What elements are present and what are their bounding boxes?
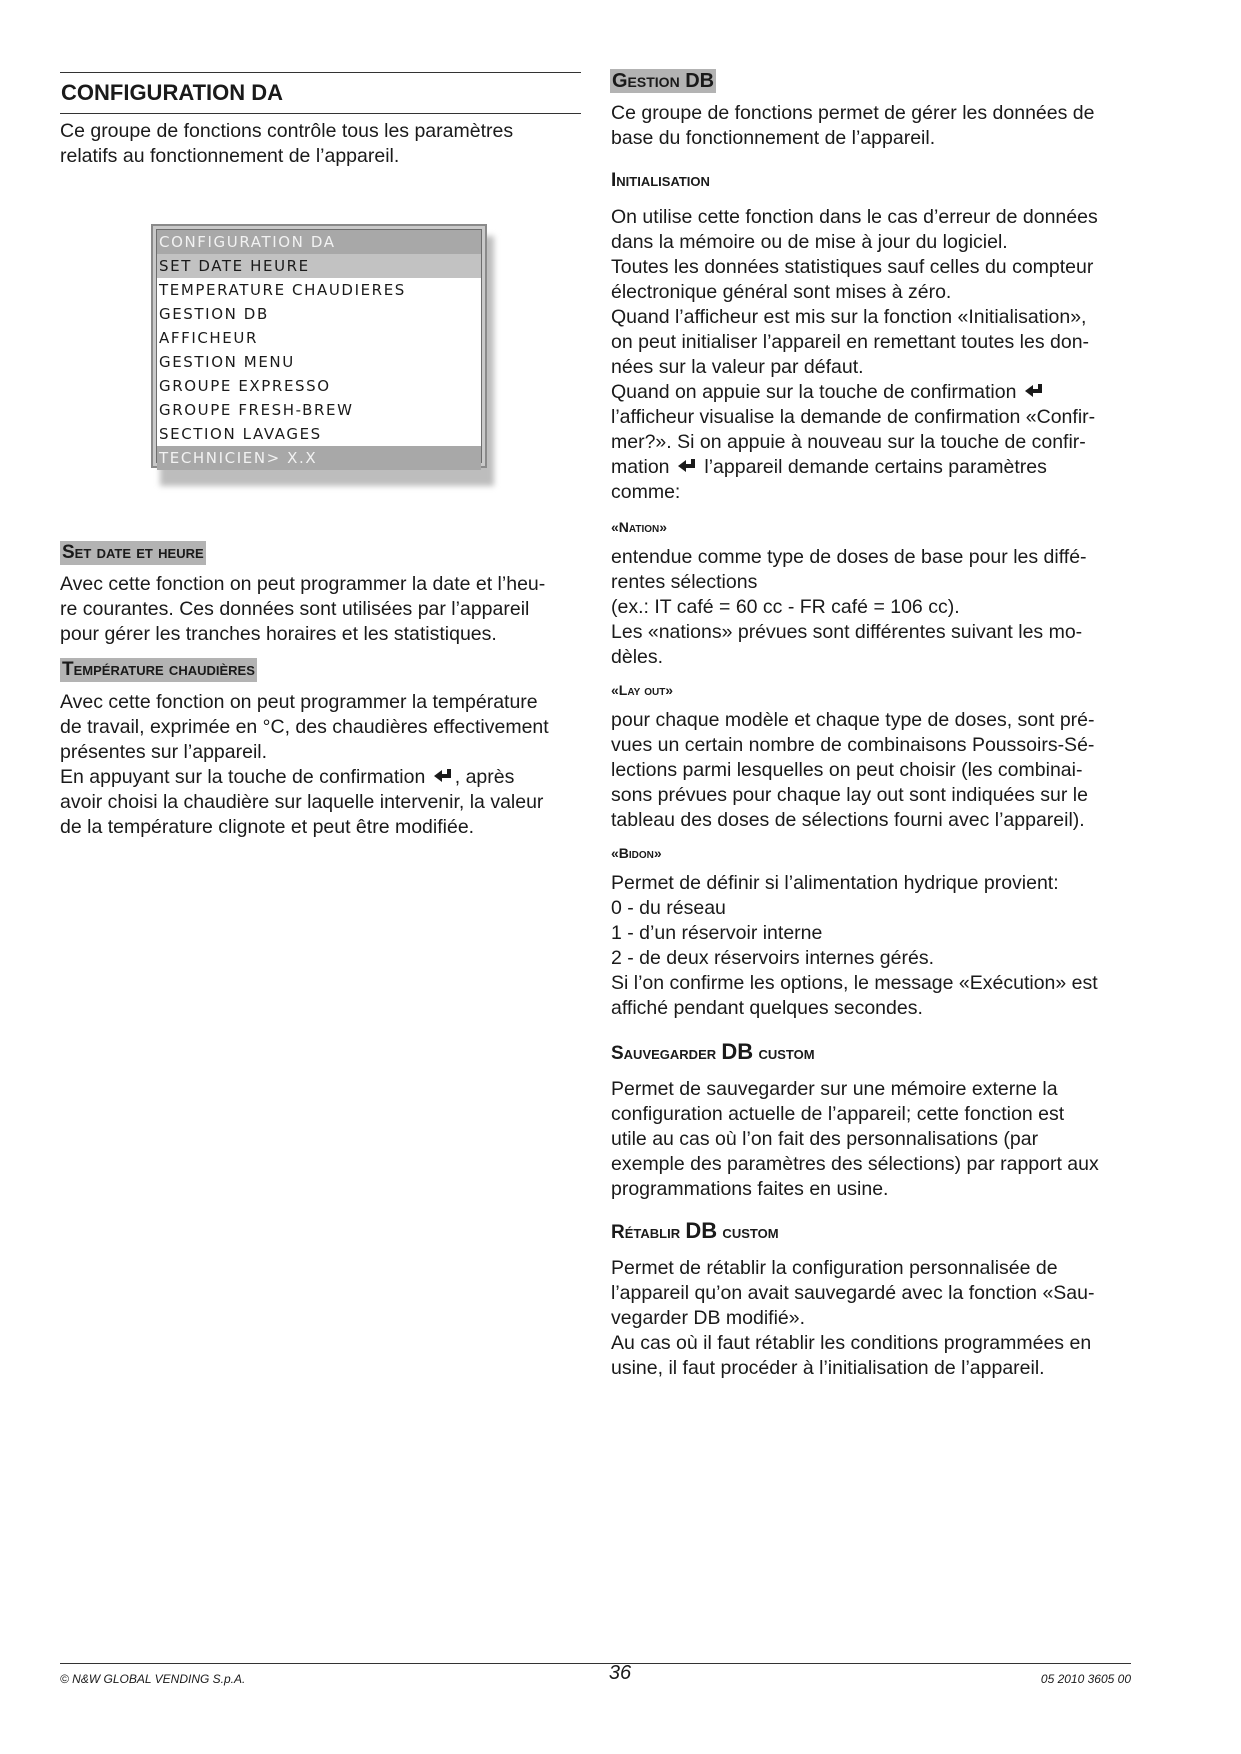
text-line: (ex.: IT café = 60 cc - FR café = 106 cc). — [611, 596, 960, 618]
text-fragment: En appuyant sur la touche de confirmation — [60, 766, 426, 788]
text-line: On utilise cette fonction dans le cas d’erreur de données — [611, 206, 1098, 228]
text-fragment: , après — [454, 766, 515, 788]
heading-bidon: «Bidon» — [611, 845, 662, 861]
heading-lay-out: «Lay out» — [611, 682, 674, 698]
text-line: l’appareil qu’on avait sauvegardé avec la fonction «Sau- — [611, 1282, 1095, 1304]
text-line: présentes sur l’appareil. — [60, 741, 268, 763]
heading-temperature-chaudieres: Température chaudières — [62, 659, 255, 680]
text-line: vegarder DB modifié». — [611, 1307, 806, 1329]
text-line: mer?». Si on appuie à nouveau sur la touche de confir- — [611, 431, 1086, 453]
menu-item-afficheur[interactable]: AFFICHEUR — [159, 329, 258, 347]
text-line: tableau des doses de sélections fourni avec l’appareil). — [611, 809, 1085, 831]
bidon-text — [611, 871, 1131, 1021]
text-line: Ce groupe de fonctions permet de gérer les données de — [611, 102, 1095, 124]
text-line — [611, 380, 1131, 405]
heading-part: Sauvegarder — [611, 1043, 722, 1064]
text-line: électronique général sont mises à zéro. — [611, 281, 952, 303]
text-line: re courantes. Ces données sont utilisées par l’appareil — [60, 598, 530, 620]
heading-nation: «Nation» — [611, 519, 668, 535]
heading-gestion-db: Gestion DB — [612, 70, 715, 92]
heading-retablir-db-custom — [611, 1219, 779, 1245]
enter-key-icon — [433, 768, 453, 786]
gestion-db-text — [611, 101, 1131, 151]
text-fragment: mation — [611, 456, 670, 478]
lcd-menu-screen — [156, 229, 482, 467]
menu-item-section-lavages[interactable]: SECTION LAVAGES — [159, 425, 322, 443]
text-line: Permet de sauvegarder sur une mémoire externe la — [611, 1078, 1058, 1100]
text-fragment: l’appareil demande certains paramètres — [704, 456, 1047, 478]
document-code: 05 2010 3605 00 — [1040, 1672, 1131, 1686]
lcd-menu-display — [151, 224, 487, 468]
sauvegarder-text — [611, 1077, 1131, 1202]
text-line: dans la mémoire ou de mise à jour du logiciel. — [611, 231, 1008, 253]
text-line: Les «nations» prévues sont différentes suivant les mo- — [611, 621, 1083, 643]
text-line: comme: — [611, 481, 681, 503]
text-line: entendue comme type de doses de base pour les diffé- — [611, 546, 1087, 568]
menu-item-gestion-db[interactable]: GESTION DB — [159, 305, 269, 323]
section-title: CONFIGURATION DA — [60, 72, 581, 114]
text-line: lections parmi lesquelles on peut choisir (les combinai- — [611, 759, 1083, 781]
text-line — [611, 455, 1131, 480]
menu-title: CONFIGURATION DA — [157, 230, 481, 254]
heading-set-date-heure: Set date et heure — [62, 542, 204, 563]
text-line: Permet de rétablir la configuration personnalisée de — [611, 1257, 1058, 1279]
menu-item-temperature-chaudieres[interactable]: TEMPERATURE CHAUDIERES — [159, 281, 406, 299]
nation-text — [611, 545, 1131, 670]
text-line: exemple des paramètres des sélections) par rapport aux — [611, 1153, 1099, 1175]
heading-part: custom — [717, 1222, 779, 1243]
text-line: programmations faites en usine. — [611, 1178, 889, 1200]
text-fragment: Quand on appuie sur la touche de confirmation — [611, 381, 1017, 403]
intro-text — [60, 119, 580, 169]
text-line: nées sur la valeur par défaut. — [611, 356, 864, 378]
page-number: 36 — [608, 1662, 632, 1684]
heading-initialisation: Initialisation — [611, 170, 710, 191]
text-line: usine, il faut procéder à l’initialisation de l’appareil. — [611, 1357, 1045, 1379]
text-line — [60, 765, 580, 790]
text-line: l’afficheur visualise la demande de confirmation «Confir- — [611, 406, 1096, 428]
text-line: dèles. — [611, 646, 664, 668]
text-line: 0 - du réseau — [611, 897, 726, 919]
heading-part: DB — [685, 1218, 718, 1243]
text-line: Avec cette fonction on peut programmer la température — [60, 691, 538, 713]
text-line: rentes sélections — [611, 571, 758, 593]
text-line: 1 - d’un réservoir interne — [611, 922, 823, 944]
text-line: Ce groupe de fonctions contrôle tous les paramètres — [60, 120, 514, 142]
text-line: Si l’on confirme les options, le message «Exécution» est — [611, 972, 1098, 994]
layout-text — [611, 708, 1131, 833]
set-date-text — [60, 572, 580, 647]
temperature-text — [60, 690, 580, 840]
text-line: pour chaque modèle et chaque type de doses, sont pré- — [611, 709, 1095, 731]
retablir-text — [611, 1256, 1131, 1381]
enter-key-icon — [1024, 383, 1044, 401]
text-line: relatifs au fonctionnement de l’appareil. — [60, 145, 400, 167]
text-line: Permet de définir si l’alimentation hydrique provient: — [611, 872, 1059, 894]
text-line: configuration actuelle de l’appareil; cette fonction est — [611, 1103, 1065, 1125]
menu-footer: TECHNICIEN> X.X — [157, 446, 481, 470]
initialisation-text — [611, 205, 1131, 505]
text-line: 2 - de deux réservoirs internes gérés. — [611, 947, 934, 969]
text-line: de travail, exprimée en °C, des chaudières effectivement — [60, 716, 549, 738]
text-line: Toutes les données statistiques sauf celles du compteur — [611, 256, 1094, 278]
menu-item-groupe-fresh-brew[interactable]: GROUPE FRESH-BREW — [159, 401, 354, 419]
text-line: base du fonctionnement de l’appareil. — [611, 127, 936, 149]
text-line: Au cas où il faut rétablir les conditions programmées en — [611, 1332, 1092, 1354]
menu-item-set-date-heure[interactable]: SET DATE HEURE — [157, 254, 481, 278]
heading-part: DB — [721, 1039, 754, 1064]
enter-key-icon — [677, 458, 697, 476]
text-line: avoir choisi la chaudière sur laquelle intervenir, la valeur — [60, 791, 544, 813]
heading-part: custom — [753, 1043, 815, 1064]
text-line: utile au cas où l’on fait des personnalisations (par — [611, 1128, 1039, 1150]
menu-item-groupe-expresso[interactable]: GROUPE EXPRESSO — [159, 377, 331, 395]
text-line: Avec cette fonction on peut programmer la date et l’heu- — [60, 573, 546, 595]
text-line: vues un certain nombre de combinaisons Poussoirs-Sé- — [611, 734, 1095, 756]
text-line: affiché pendant quelques secondes. — [611, 997, 923, 1019]
heading-part: Rétablir — [611, 1222, 686, 1243]
heading-sauvegarder-db-custom — [611, 1040, 815, 1066]
text-line: pour gérer les tranches horaires et les statistiques. — [60, 623, 497, 645]
menu-item-gestion-menu[interactable]: GESTION MENU — [159, 353, 295, 371]
text-line: de la température clignote et peut être modifiée. — [60, 816, 475, 838]
text-line: sons prévues pour chaque lay out sont indiquées sur le — [611, 784, 1088, 806]
footer-copyright: © N&W GLOBAL VENDING S.p.A. — [60, 1672, 246, 1686]
text-line: Quand l’afficheur est mis sur la fonction «Initialisation», — [611, 306, 1087, 328]
text-line: on peut initialiser l’appareil en remettant toutes les don- — [611, 331, 1090, 353]
